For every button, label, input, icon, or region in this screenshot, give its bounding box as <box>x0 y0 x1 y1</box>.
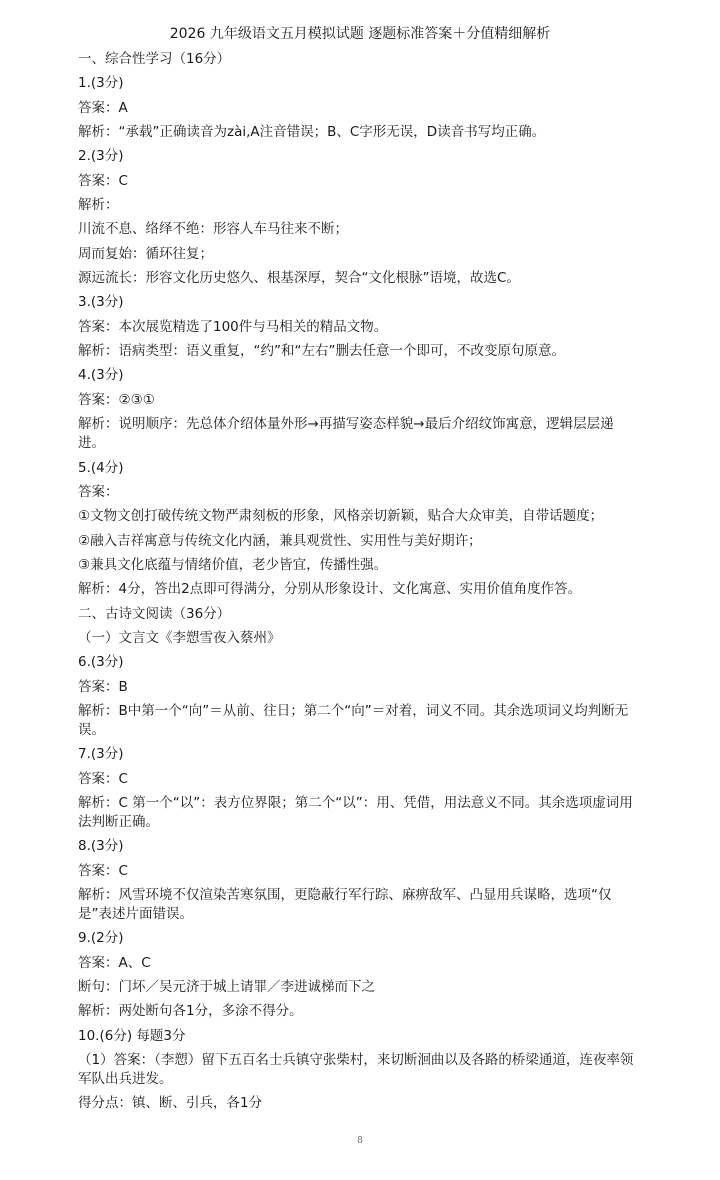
section-heading: 一、综合性学习（16分） <box>78 51 231 67</box>
question-number: 7.(3分) <box>78 746 124 763</box>
subsection-heading: （一）文言文《李愬雪夜入蔡州》 <box>78 629 281 646</box>
question-number: 5.(4分) <box>78 459 124 476</box>
analysis-detail: 周而复始：循环往复； <box>78 245 213 262</box>
answer-point: ①文物文创打破传统文物严肃刻板的形象，风格亲切新颖，贴合大众审美，自带话题度； <box>78 508 604 525</box>
analysis-line: 解析：C 第一个“以”：表方位界限；第二个“以”：用、凭借，用法意义不同。其余选项虚词用法判断正确。 <box>78 794 633 830</box>
scoring-points-line: 得分点：镇、断、引兵，各1分 <box>78 1095 263 1112</box>
analysis-line: 解析：风雪环境不仅渲染苦寒氛围，更隐蔽行军行踪、麻痹敌军、凸显用兵谋略，选项“仅是”表述片面错误。 <box>78 887 612 922</box>
answer-line: 答案：A、C <box>78 954 151 971</box>
analysis-detail: 源远流长：形容文化历史悠久、根基深厚，契合“文化根脉”语境，故选C。 <box>78 270 520 287</box>
answer-point: ③兼具文化底蕴与情绪价值，老少皆宜，传播性强。 <box>78 556 388 573</box>
analysis-line: 解析： <box>78 197 119 214</box>
answer-line: 答案：B <box>78 678 128 695</box>
question-number: 4.(3分) <box>78 367 124 384</box>
sentence-break-line: 断句：门坏／吴元济于城上请罪／李进诚梯而下之 <box>78 979 375 996</box>
answer-line: 答案：A <box>78 99 128 116</box>
answer-line: 答案：本次展览精选了100件与马相关的精品文物。 <box>78 318 388 335</box>
analysis-line: 解析：两处断句各1分，多涂不得分。 <box>78 1003 303 1020</box>
question-number: 9.(2分) <box>78 930 124 947</box>
analysis-line: 解析：4分，答出2点即可得满分，分别从形象设计、文化寓意、实用价值角度作答。 <box>78 581 582 598</box>
question-number: 1.(3分) <box>78 75 124 92</box>
question-number: 10.(6分) 每题3分 <box>78 1027 186 1044</box>
answer-point: ②融入吉祥寓意与传统文化内涵，兼具观赏性、实用性与美好期许； <box>78 532 482 549</box>
question-number: 8.(3分) <box>78 838 124 855</box>
answer-line: 答案： <box>78 483 119 500</box>
analysis-detail: 川流不息、络绎不绝：形容人车马往来不断； <box>78 221 348 238</box>
question-number: 2.(3分) <box>78 148 124 165</box>
question-number: 6.(3分) <box>78 654 124 671</box>
answer-line: 答案：②③① <box>78 391 155 408</box>
section-heading: 二、古诗文阅读（36分） <box>78 605 231 622</box>
answer-line: 答案：C <box>78 770 128 787</box>
page-number: 8 <box>357 1136 363 1146</box>
analysis-line: 解析：B中第一个“向”＝从前、往日；第二个“向”＝对着，词义不同。其余选项词义均判断无误。 <box>78 702 629 738</box>
document-body <box>78 50 634 1119</box>
analysis-line: 解析：“承载”正确读音为zài,A注音错误；B、C字形无误，D读音书写均正确。 <box>78 124 546 141</box>
question-number: 3.(3分) <box>78 294 124 311</box>
answer-line: 答案：C <box>78 862 128 879</box>
analysis-line: 解析：语病类型：语义重复，“约”和“左右”删去任意一个即可，不改变原句原意。 <box>78 343 565 360</box>
analysis-line: 解析：说明顺序：先总体介绍体量外形→再描写姿态样貌→最后介绍纹饰寓意，逻辑层层递进。 <box>78 416 614 452</box>
answer-line: 答案：C <box>78 172 128 189</box>
document-title: 2026 九年级语文五月模拟试题 逐题标准答案＋分值精细解析 <box>169 26 551 42</box>
answer-line: （1）答案：（李愬）留下五百名士兵镇守张柴村，来切断洄曲以及各路的桥梁通道，连夜率领军队出兵进发。 <box>78 1052 634 1088</box>
